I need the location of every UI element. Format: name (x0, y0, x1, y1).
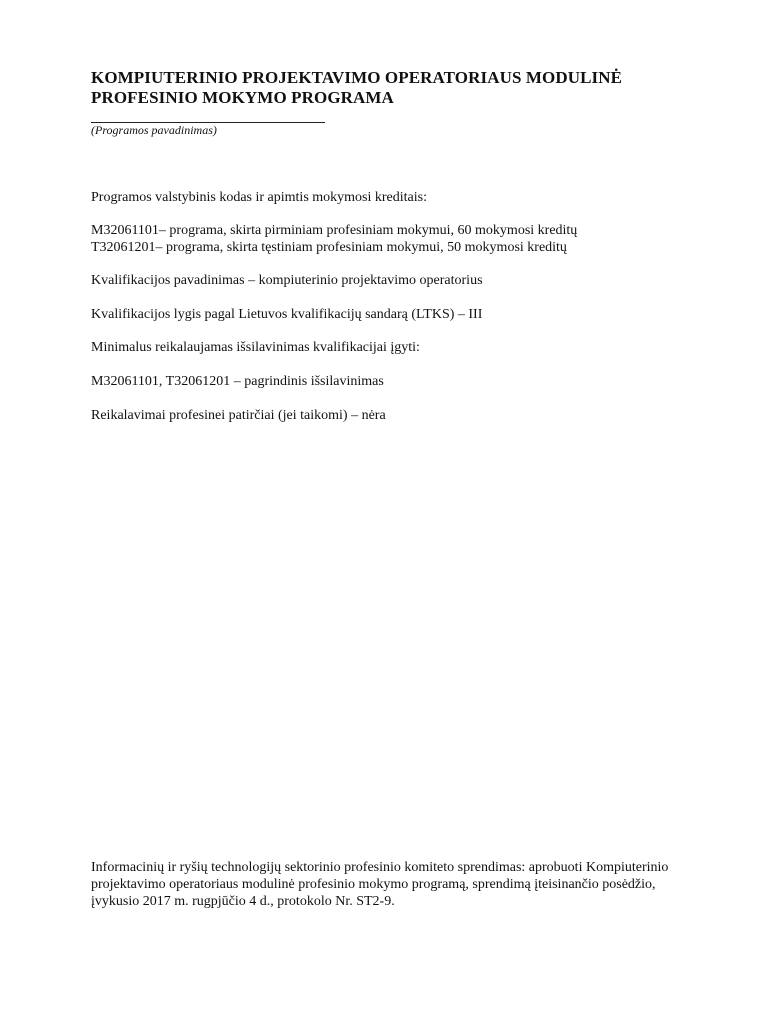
experience-requirement: Reikalavimai profesinei patirčiai (jei taikomi) – nėra (91, 408, 386, 423)
qualification-level: Kvalifikacijos lygis pagal Lietuvos kvalifikacijų sandarą (LTKS) – III (91, 307, 483, 322)
program-line-continuing: T32061201– programa, skirta tęstiniam profesiniam mokymui, 50 mokymosi kreditų (91, 240, 567, 255)
program-name-caption: (Programos pavadinimas) (91, 123, 217, 137)
document-title (91, 68, 731, 108)
footer-line-3: įvykusio 2017 m. rugpjūčio 4 d., protokolo Nr. ST2-9. (91, 894, 395, 909)
education-heading: Minimalus reikalaujamas išsilavinimas kvalifikacijai įgyti: (91, 340, 420, 355)
code-heading: Programos valstybinis kodas ir apimtis mokymosi kreditais: (91, 190, 427, 205)
title-line-1: KOMPIUTERINIO PROJEKTAVIMO OPERATORIAUS MODULINĖ (91, 68, 623, 87)
footer-line-1: Informacinių ir ryšių technologijų sektorinio profesinio komiteto sprendimas: aprobuoti Kompiuterinio (91, 860, 669, 875)
title-line-2: PROFESINIO MOKYMO PROGRAMA (91, 88, 394, 107)
program-line-initial: M32061101– programa, skirta pirminiam profesiniam mokymui, 60 mokymosi kreditų (91, 223, 578, 238)
committee-decision (91, 859, 761, 910)
footer-line-2: projektavimo operatoriaus modulinė profesinio mokymo programą, sprendimą įteisinančio posėdžio, (91, 877, 656, 892)
education-value: M32061101, T32061201 – pagrindinis išsilavinimas (91, 374, 384, 389)
qualification-name: Kvalifikacijos pavadinimas – kompiuterinio projektavimo operatorius (91, 273, 483, 288)
